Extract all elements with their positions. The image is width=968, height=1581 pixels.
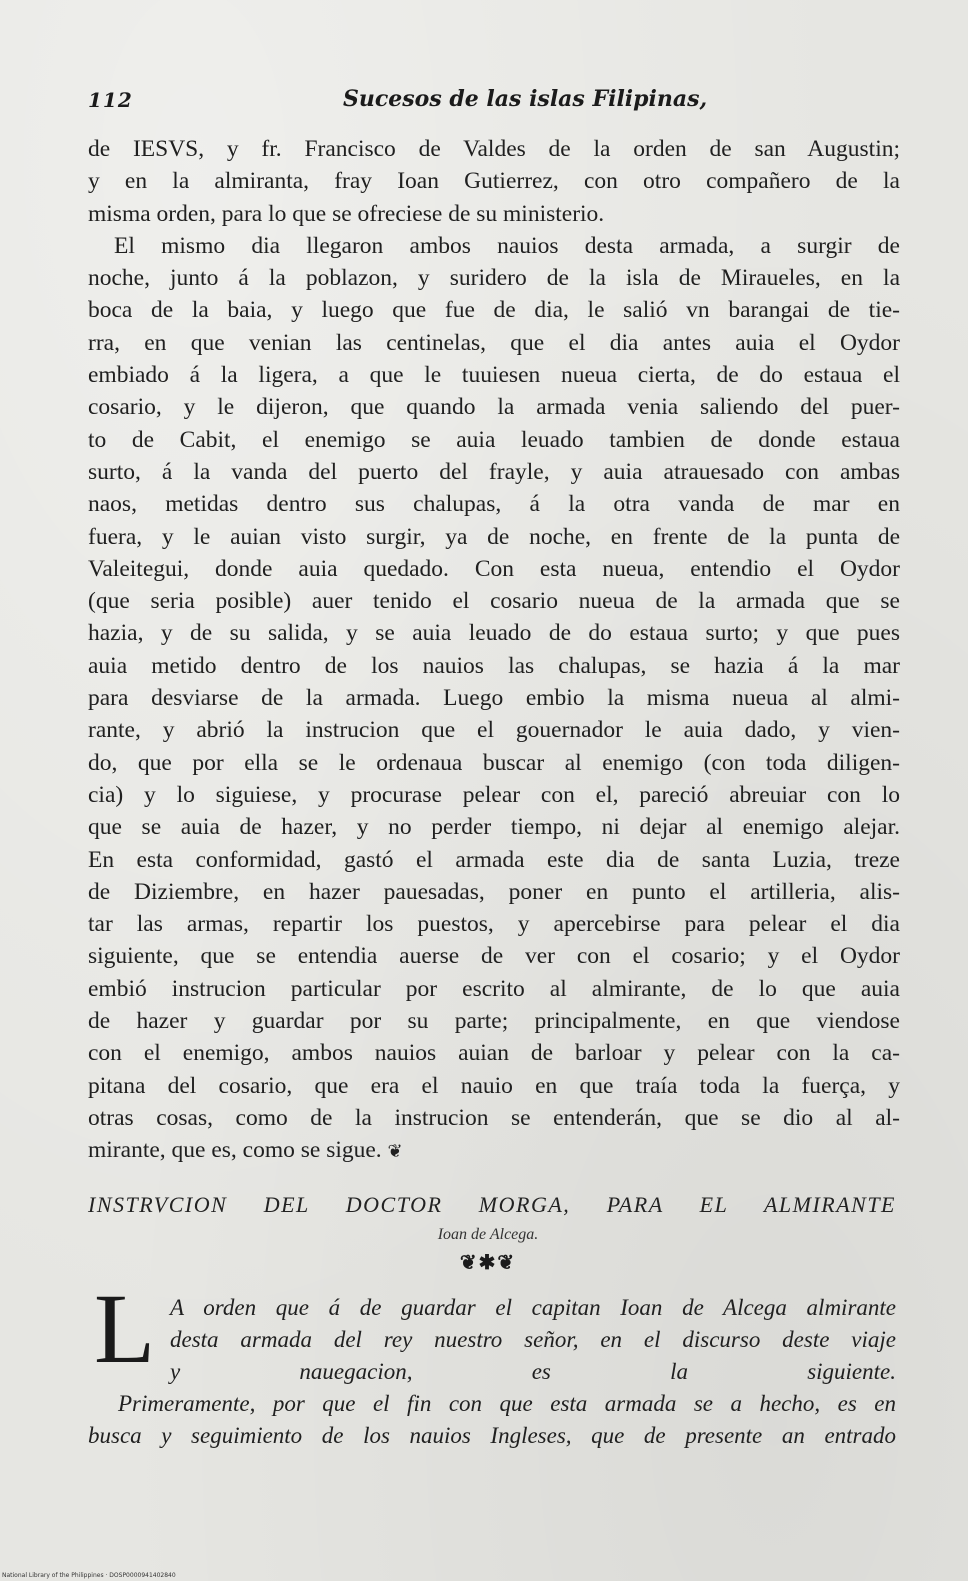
body-line: Valeitegui, donde auia quedado. Con esta nueua, entendio el Oydor xyxy=(88,555,900,582)
body-line: surto, á la vanda del puerto del frayle, y auia atrauesado con ambas xyxy=(88,458,900,485)
page-number: 112 xyxy=(88,88,133,112)
section-heading: INSTRVCION DEL DOCTOR MORGA, PARA EL ALMIRANTE xyxy=(88,1192,896,1217)
drop-cap: L xyxy=(94,1273,156,1384)
body-line: rra, en que venian las centinelas, que el dia antes auia el Oydor xyxy=(88,329,900,356)
body-line: (que seria posible) auer tenido el cosario nueua de la armada que se xyxy=(88,588,900,615)
ornament-divider-icon: ❦✱❦ xyxy=(459,1250,517,1274)
body-line: auia metido dentro de los nauios las chalupas, se hazia á la mar xyxy=(88,652,900,679)
page-header xyxy=(88,88,888,122)
section-subheading: Ioan de Alcega. xyxy=(437,1226,539,1243)
body-line: cosario, y le dijeron, que quando la armada venia saliendo del puer- xyxy=(88,394,900,421)
body-line: con el enemigo, ambos nauios auian de barloar y pelear con la ca- xyxy=(88,1040,900,1067)
body-line: que se auia de hazer, y no perder tiempo, ni dejar al enemigo alejar. xyxy=(88,814,900,841)
body-line: do, que por ella se le ordenaua buscar al enemigo (con toda diligen- xyxy=(88,749,900,776)
body-line: boca de la baia, y luego que fue de dia, le salió vn barangai de tie- xyxy=(88,297,900,324)
body-line: naos, metidas dentro sus chalupas, á la otra vanda de mar en xyxy=(88,491,900,518)
body-line: noche, junto á la poblazon, y suridero de la isla de Miraueles, en la xyxy=(88,265,900,292)
body-line: rante, y abrió la instrucion que el gouernador le auia dado, y vien- xyxy=(88,717,900,744)
body-line: de IESVS, y fr. Francisco de Valdes de la orden de san Augustin; xyxy=(88,136,900,162)
body-line: to de Cabit, el enemigo se auia leuado tambien de donde estaua xyxy=(88,426,900,453)
body-line: embiado á la ligera, a que le tuuiesen nueua cierta, de do estaua el xyxy=(88,362,900,389)
body-line: pitana del cosario, que era el nauio en que traía toda la fuerça, y xyxy=(88,1072,900,1099)
body-line: El mismo dia llegaron ambos nauios desta armada, a surgir de xyxy=(114,232,900,259)
instruction-line: y nauegacion, es la siguiente. xyxy=(170,1359,896,1384)
body-line: de hazer y guardar por su parte; principalmente, en que viendose xyxy=(88,1008,900,1035)
instruction-line: A orden que á de guardar el capitan Ioan de Alcega almirante xyxy=(170,1295,896,1320)
body-line: de Diziembre, en hazer pauesadas, poner en punto el artilleria, alis- xyxy=(88,878,900,905)
body-line: misma orden, para lo que se ofreciese de su ministerio. xyxy=(88,200,605,227)
instruction-line: desta armada del rey nuestro señor, en el discurso deste viaje xyxy=(170,1327,896,1352)
body-line: otras cosas, como de la instrucion se entenderán, que se dio al al- xyxy=(88,1104,900,1131)
body-line-last xyxy=(88,1134,900,1167)
body-line: tar las armas, repartir los puestos, y apercebirse para pelear el dia xyxy=(88,911,900,938)
instruction-line: busca y seguimiento de los nauios Ingleses, que de presente an entrado xyxy=(88,1423,896,1448)
instruction-line: Primeramente, por que el fin con que esta armada se a hecho, es en xyxy=(118,1391,896,1416)
body-line: embió instrucion particular por escrito al almirante, de lo que auia xyxy=(88,975,900,1002)
running-title: Sucesos de las islas Filipinas, xyxy=(343,86,708,112)
body-line: fuera, y le auian visto surgir, ya de noche, en frente de la punta de xyxy=(88,523,900,550)
body-line: para desviarse de la armada. Luego embio la misma nueua al almi- xyxy=(88,685,900,712)
body-line: En esta conformidad, gastó el armada este dia de santa Luzia, treze xyxy=(88,846,900,873)
closing-ornament-icon: ❦ xyxy=(387,1141,403,1162)
body-line: cia) y lo siguiese, y procurase pelear con el, pareció abreuiar con lo xyxy=(88,781,900,808)
instruction-text xyxy=(88,1292,896,1452)
body-line: hazia, y de su salida, y se auia leuado de do estaua surto; y que pues xyxy=(88,620,900,647)
body-line: y en la almiranta, fray Ioan Gutierrez, con otro compañero de la xyxy=(88,168,900,195)
body-line: siguiente, que se entendia auerse de ver con el cosario; y el Oydor xyxy=(88,943,900,970)
body-text xyxy=(88,133,900,1168)
body-line-text: mirante, que es, como se sigue. xyxy=(88,1137,382,1164)
footer-credit: National Library of the Philippines · DOSP0000941402840 xyxy=(2,1572,176,1579)
